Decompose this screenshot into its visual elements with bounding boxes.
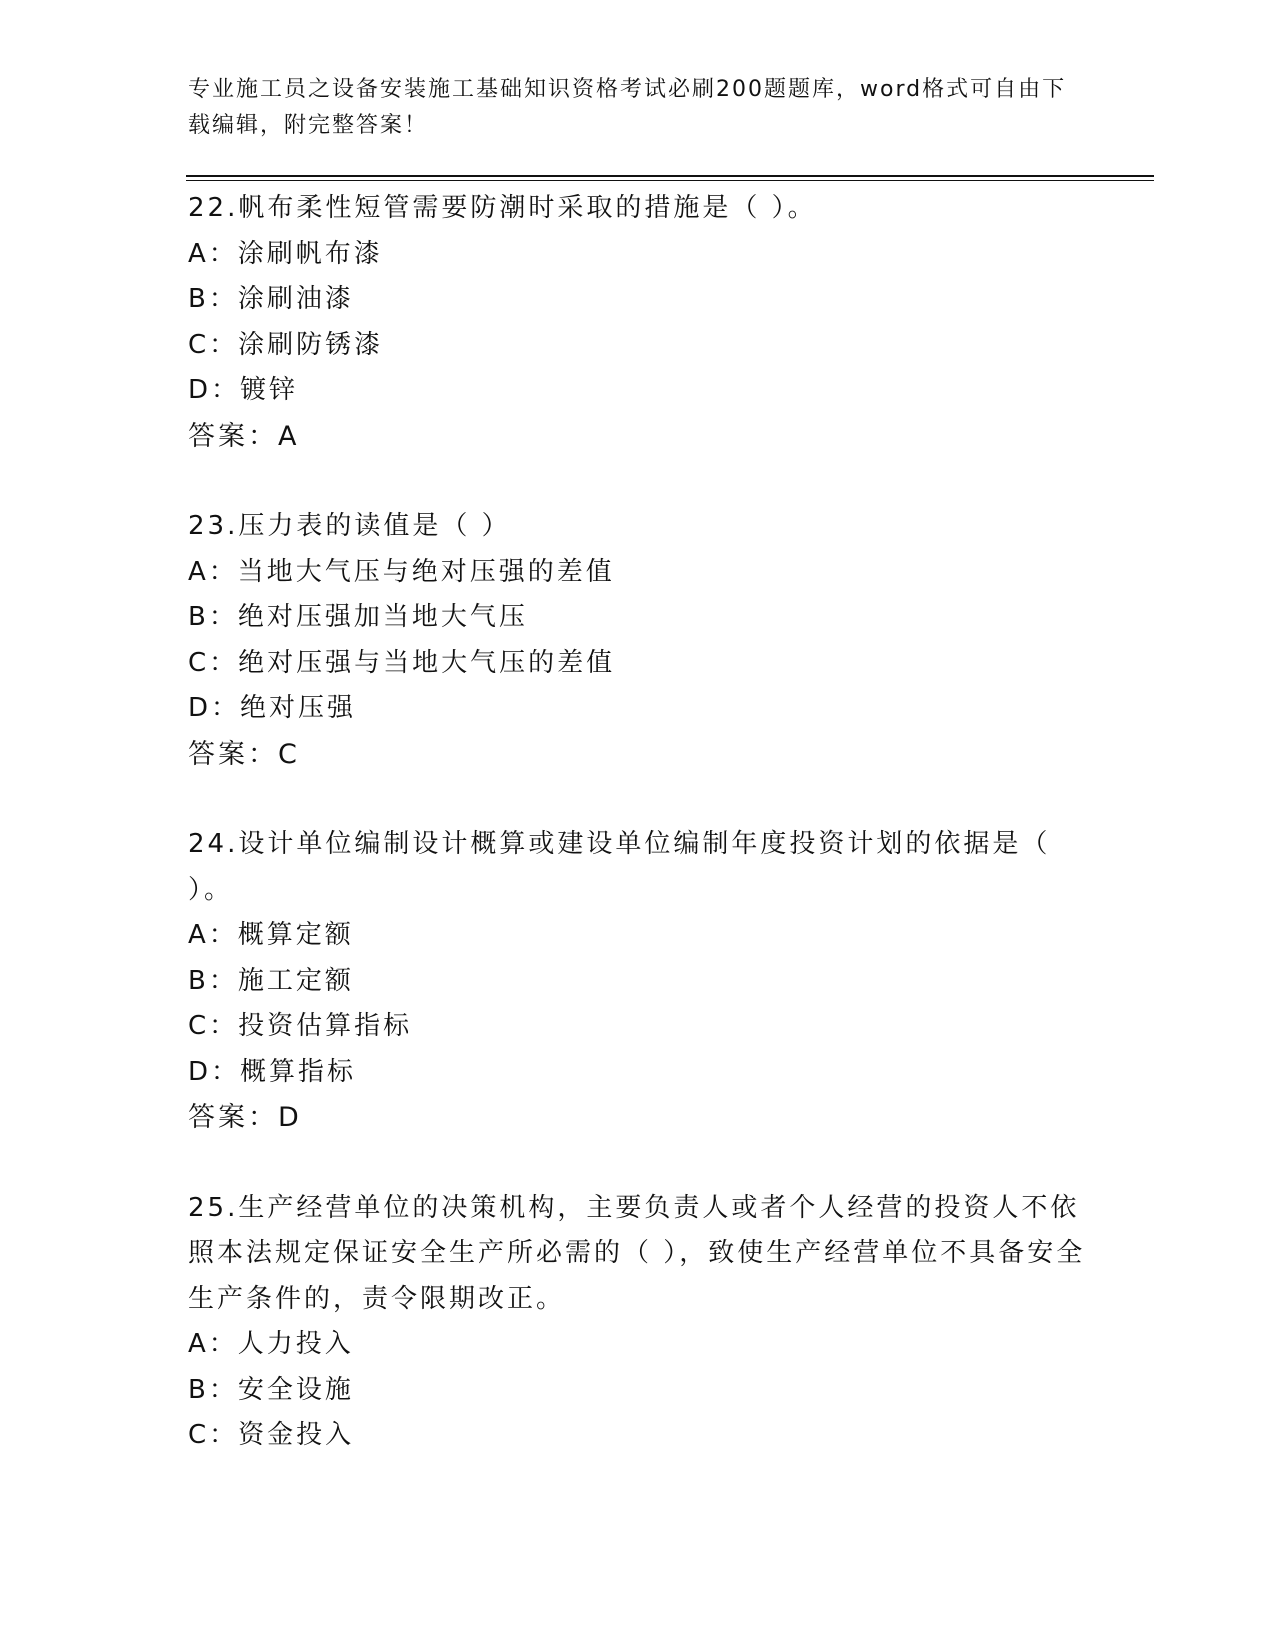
option-b: B：绝对压强加当地大气压 [188, 602, 528, 632]
answer-label: 答案：C [188, 738, 300, 770]
question-text: 25.生产经营单位的决策机构，主要负责人或者个人经营的投资人不依照本法规定保证安全生产所必需的（ ），致使生产经营单位不具备安全生产条件的，责令限期改正。 [188, 1192, 1086, 1314]
question-22 [188, 186, 1088, 459]
option-d: D：绝对压强 [188, 693, 357, 723]
option-b: B：安全设施 [188, 1374, 354, 1405]
header-divider-thin [186, 180, 1154, 181]
question-text: 24.设计单位编制设计概算或建设单位编制年度投资计划的依据是（ ）。 [188, 829, 1051, 905]
option-c: C：资金投入 [188, 1420, 355, 1450]
option-c: C：涂刷防锈漆 [188, 329, 384, 360]
option-c: C：绝对压强与当地大气压的差值 [188, 647, 616, 678]
answer-label: 答案：A [188, 420, 300, 452]
option-a: A：当地大气压与绝对压强的差值 [188, 556, 615, 587]
document-header: 专业施工员之设备安装施工基础知识资格考试必刷200题题库，word格式可自由下载编辑，附完整答案！ [188, 77, 1067, 138]
option-c: C：投资估算指标 [188, 1011, 413, 1041]
question-24 [188, 822, 1088, 1141]
question-25 [188, 1186, 1088, 1459]
answer-label: 答案：D [188, 1102, 302, 1133]
option-b: B：施工定额 [188, 965, 354, 996]
option-a: A：概算定额 [188, 920, 354, 950]
option-b: B：涂刷油漆 [188, 284, 354, 314]
option-a: A：涂刷帆布漆 [188, 238, 383, 269]
question-text: 23.压力表的读值是（ ） [188, 511, 511, 541]
header-divider [186, 175, 1154, 177]
option-a: A：人力投入 [188, 1329, 354, 1359]
option-d: D：概算指标 [188, 1056, 357, 1087]
question-text: 22.帆布柔性短管需要防潮时采取的措施是（ ）。 [188, 193, 817, 223]
option-d: D：镀锌 [188, 375, 299, 405]
question-list [188, 186, 1088, 1504]
question-23 [188, 504, 1088, 777]
